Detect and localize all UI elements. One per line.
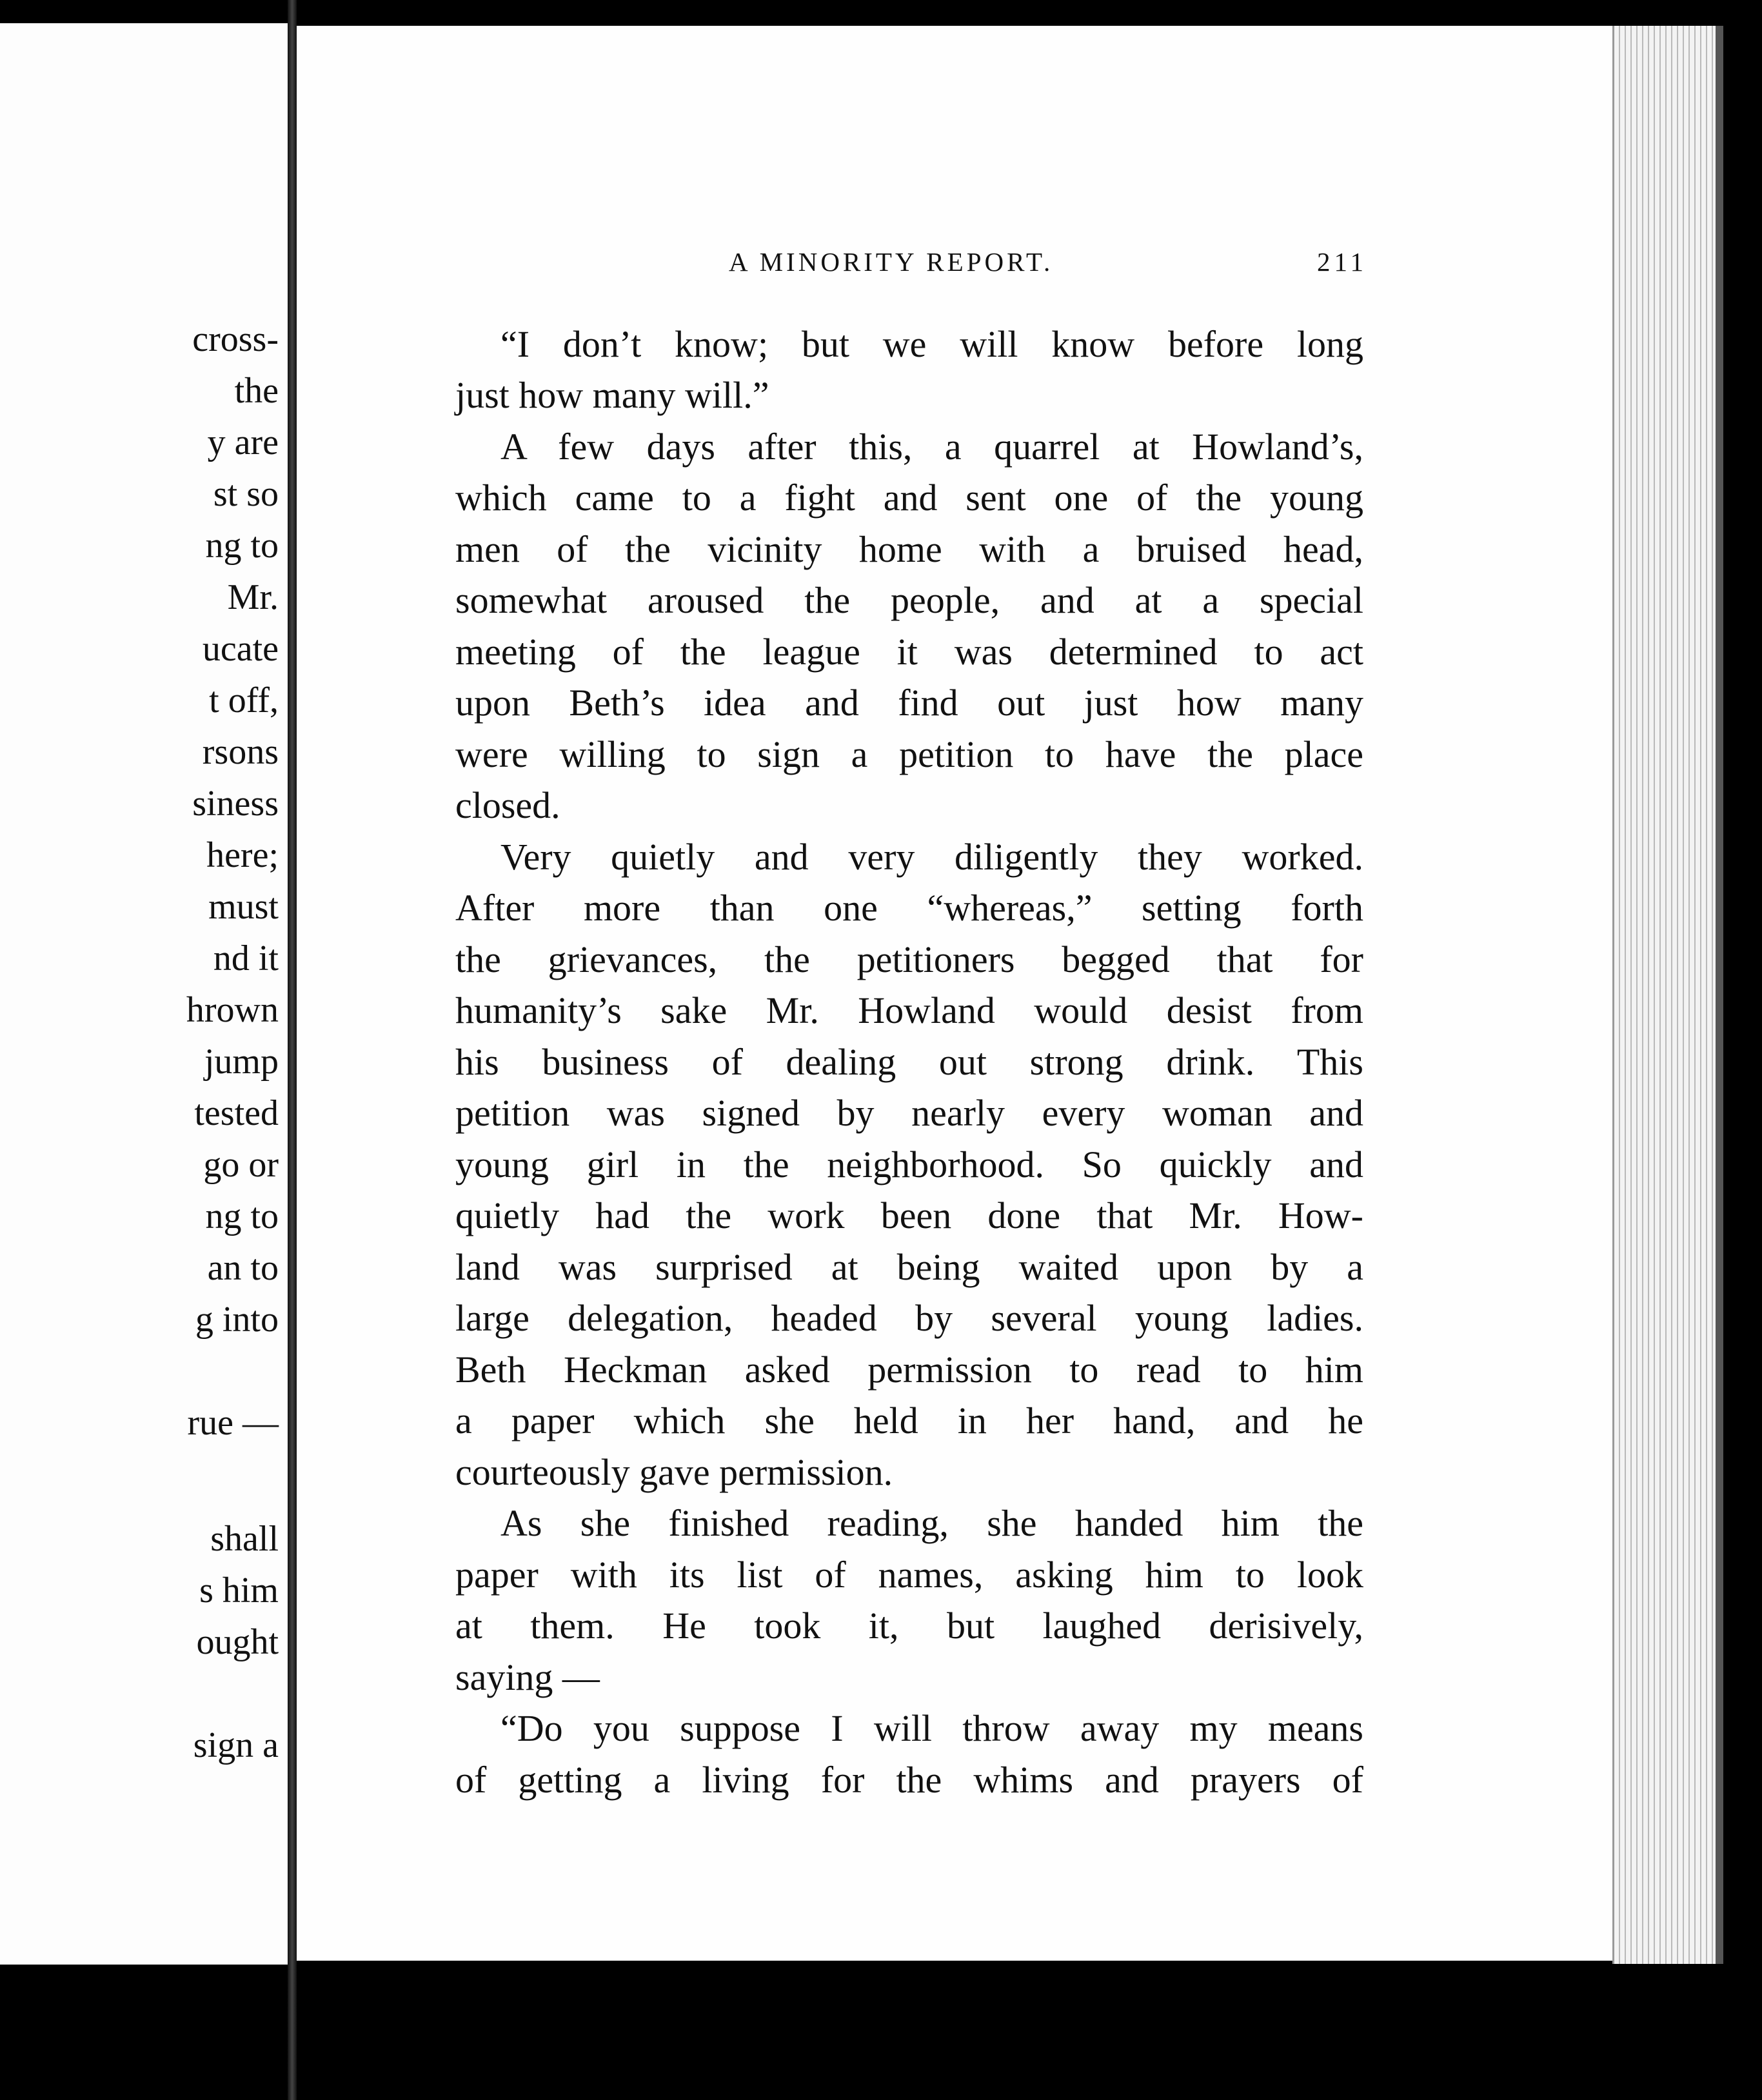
page-number: 211	[1317, 247, 1367, 277]
left-line-fragment: ought	[196, 1622, 279, 1662]
text-line: A few days after this, a quarrel at Howland’s,	[500, 426, 1363, 468]
text-line: upon Beth’s idea and find out just how many	[455, 682, 1363, 724]
text-line: As she finished reading, she handed him the	[500, 1502, 1363, 1544]
left-line-fragment: st so	[213, 474, 279, 514]
text-line: After more than one “whereas,” setting forth	[455, 887, 1363, 929]
text-line: a paper which she held in her hand, and he	[455, 1400, 1363, 1441]
text-line: saying —	[455, 1656, 600, 1698]
left-line-fragment: rue —	[187, 1403, 279, 1443]
left-line-fragment: rsons	[202, 732, 279, 772]
text-line: quietly had the work been done that Mr. How-	[455, 1194, 1363, 1236]
text-line: meeting of the league it was determined to act	[455, 631, 1363, 673]
left-line-fragment: jump	[204, 1042, 279, 1082]
text-line: Beth Heckman asked permission to read to him	[455, 1349, 1363, 1391]
left-line-fragment: ng to	[205, 1196, 279, 1236]
left-line-fragment: g into	[195, 1300, 279, 1340]
left-line-fragment: must	[208, 887, 279, 927]
left-line-fragment: ng to	[205, 526, 279, 566]
left-line-fragment: tested	[194, 1093, 279, 1133]
book-gutter	[288, 0, 297, 2100]
text-line: humanity’s sake Mr. Howland would desist from	[455, 989, 1363, 1031]
text-line: men of the vicinity home with a bruised head,	[455, 528, 1363, 570]
left-line-fragment: cross-	[192, 319, 279, 359]
left-line-fragment: go or	[203, 1145, 279, 1185]
text-line: were willing to sign a petition to have the place	[455, 733, 1363, 775]
text-line: paper with its list of names, asking him to look	[455, 1554, 1363, 1596]
left-line-fragment: t off,	[209, 680, 279, 720]
text-line: young girl in the neighborhood. So quickly and	[455, 1144, 1363, 1185]
text-line: at them. He took it, but laughed derisively,	[455, 1605, 1363, 1647]
facing-page-left	[0, 23, 288, 1965]
text-line: “I don’t know; but we will know before long	[500, 323, 1363, 365]
left-line-fragment: nd it	[213, 938, 279, 978]
page-edge-shadow	[1716, 26, 1723, 1964]
text-line: somewhat aroused the people, and at a special	[455, 579, 1363, 621]
text-line: land was surprised at being waited upon by a	[455, 1246, 1363, 1288]
text-line: his business of dealing out strong drink. This	[455, 1041, 1363, 1083]
text-line: Very quietly and very diligently they worked.	[500, 836, 1363, 878]
left-line-fragment: y are	[207, 422, 279, 462]
left-line-fragment: siness	[192, 784, 279, 824]
left-line-fragment: s him	[199, 1570, 279, 1610]
text-line: courteously gave permission.	[455, 1451, 893, 1493]
text-line: petition was signed by nearly every woman and	[455, 1092, 1363, 1134]
page-edge-stack	[1612, 26, 1717, 1964]
text-line: closed.	[455, 784, 560, 826]
text-line: of getting a living for the whims and prayers of	[455, 1759, 1363, 1801]
left-line-fragment: here;	[206, 835, 279, 875]
running-title: A MINORITY REPORT.	[729, 247, 1054, 277]
text-line: just how many will.”	[455, 374, 769, 416]
running-header	[729, 246, 1367, 279]
left-line-fragment: hrown	[186, 990, 279, 1030]
left-line-fragment: an to	[207, 1248, 279, 1288]
left-line-fragment: the	[234, 371, 279, 411]
left-line-fragment: ucate	[202, 629, 279, 669]
text-line: which came to a fight and sent one of the young	[455, 477, 1363, 519]
text-line: “Do you suppose I will throw away my means	[500, 1707, 1363, 1749]
left-line-fragment: shall	[210, 1519, 279, 1559]
left-line-fragment: Mr.	[227, 577, 279, 617]
text-line: large delegation, headed by several young ladies.	[455, 1297, 1363, 1339]
text-line: the grievances, the petitioners begged that for	[455, 938, 1363, 980]
left-line-fragment: sign a	[193, 1725, 279, 1765]
